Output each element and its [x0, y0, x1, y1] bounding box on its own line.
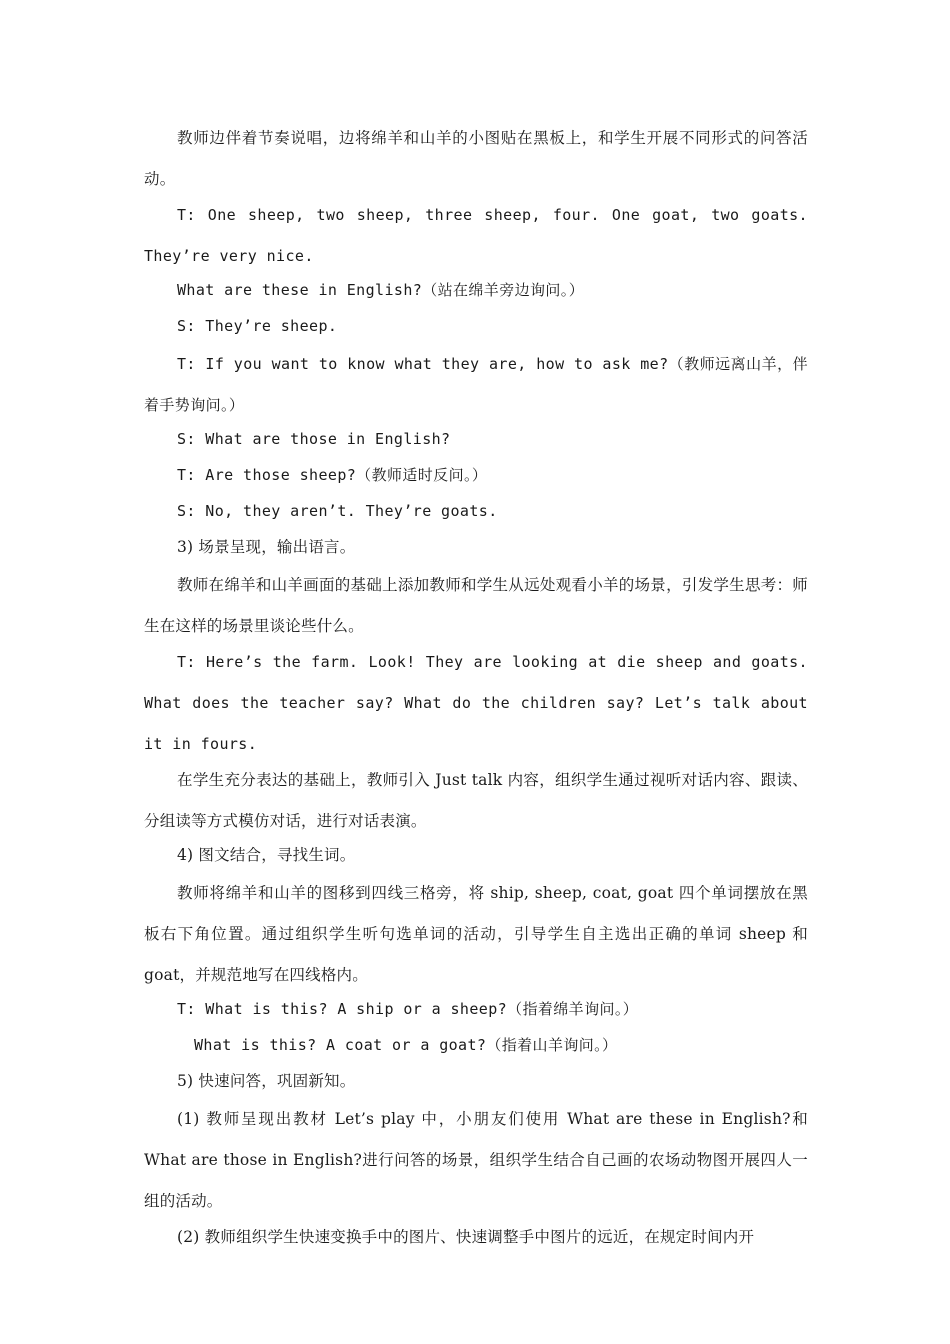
dialogue-line: T: Here’s the farm. Look! They are looking at die sheep and goats. What does the teacher say? What do the children say? Let’s talk about it in fours.	[144, 653, 808, 753]
section-heading: 4) 图文结合，寻找生词。	[177, 846, 356, 864]
paragraph: (2) 教师组织学生快速变换手中的图片、快速调整手中图片的远近，在规定时间内开	[177, 1228, 755, 1246]
section-heading: 5) 快速问答，巩固新知。	[177, 1072, 356, 1090]
paragraph: 教师在绵羊和山羊画面的基础上添加教师和学生从远处观看小羊的场景，引发学生思考：师生在这样的场景里谈论些什么。	[144, 576, 808, 635]
dialogue-line: S: They’re sheep.	[177, 317, 338, 335]
dialogue-line: T: What is this? A ship or a sheep?（指着绵羊询问。）	[177, 1000, 639, 1018]
dialogue-line: T: One sheep, two sheep, three sheep, four. One goat, two goats. They’re very nice.	[144, 206, 808, 265]
dialogue-line: T: If you want to know what they are, how to ask me?（教师远离山羊，伴着手势询问。）	[144, 355, 808, 414]
dialogue-line: What is this? A coat or a goat?（指着山羊询问。）	[194, 1036, 618, 1054]
dialogue-line: T: Are those sheep?（教师适时反问。）	[177, 466, 488, 484]
paragraph: 教师将绵羊和山羊的图移到四线三格旁，将 ship, sheep, coat, goat 四个单词摆放在黑板右下角位置。通过组织学生听句选单词的活动，引导学生自主选出正确的单词 sheep 和 goat，并规范地写在四线格内。	[144, 884, 808, 984]
paragraph: 在学生充分表达的基础上，教师引入 Just talk 内容，组织学生通过视听对话内容、跟读、分组读等方式模仿对话，进行对话表演。	[144, 771, 808, 830]
dialogue-line: S: What are those in English?	[177, 430, 451, 448]
dialogue-line: S: No, they aren’t. They’re goats.	[177, 502, 498, 520]
dialogue-line: What are these in English?（站在绵羊旁边询问。）	[177, 281, 585, 299]
section-heading: 3) 场景呈现，输出语言。	[177, 538, 356, 556]
paragraph: (1) 教师呈现出教材 Let’s play 中，小朋友们使用 What are these in English?和 What are those in English?进行问答的场景，组织学生结合自己画的农场动物图开展四人一组的活动。	[144, 1110, 808, 1210]
paragraph: 教师边伴着节奏说唱，边将绵羊和山羊的小图贴在黑板上，和学生开展不同形式的问答活动。	[144, 129, 808, 188]
document-body	[144, 118, 808, 1253]
